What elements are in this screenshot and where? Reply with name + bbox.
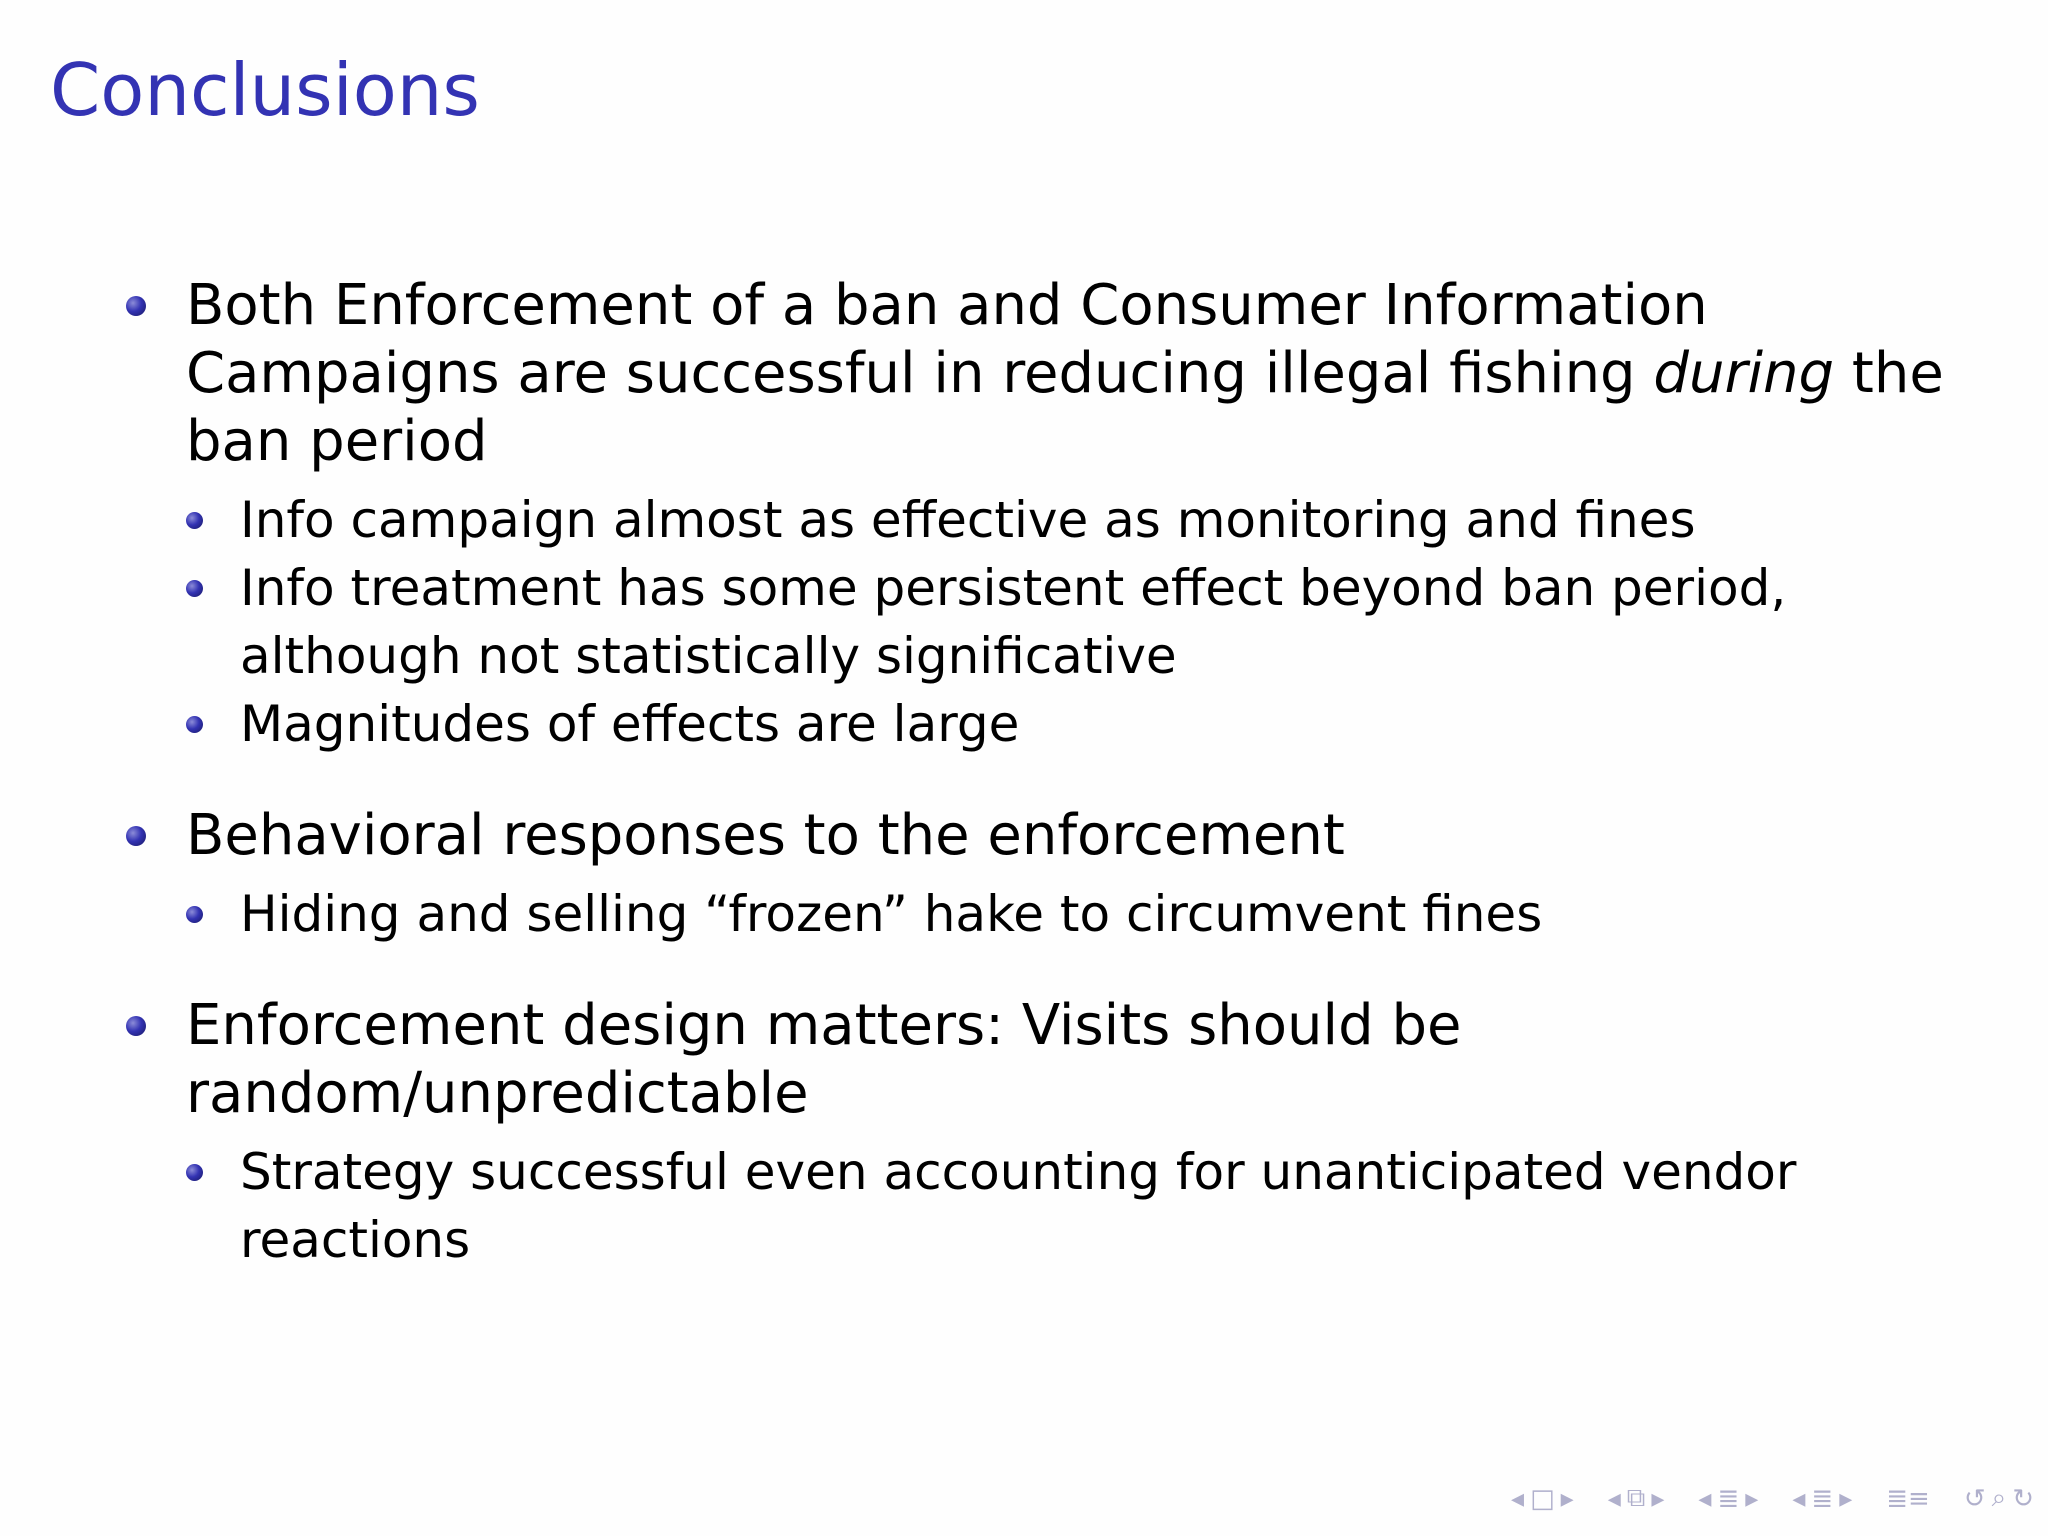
nav-next-arrow-icon[interactable]: ▸ <box>1839 1483 1853 1514</box>
bullet-icon <box>126 826 146 846</box>
subsection-icon[interactable]: ⧉ <box>1626 1483 1646 1513</box>
sub-item-text: Info treatment has some persistent effect beyond ban period, although not statistically significative <box>240 559 1787 685</box>
appendix-icon[interactable]: ≣≡ <box>1886 1483 1930 1514</box>
redo-icon[interactable]: ↻ <box>2012 1483 2034 1514</box>
sub-list-item <box>180 486 2000 554</box>
search-icon[interactable]: ⌕ <box>1991 1483 2007 1513</box>
section-icon[interactable]: ≣ <box>1811 1483 1834 1514</box>
bullet-list <box>120 272 2000 1318</box>
sub-bullet-icon <box>186 1164 203 1181</box>
sub-bullet-icon <box>186 580 203 597</box>
page-title: Conclusions <box>50 48 480 132</box>
item-text: Enforcement design matters: Visits should be random/unpredictable <box>186 993 1462 1126</box>
frame-icon[interactable]: □ <box>1530 1483 1555 1514</box>
nav-prev-arrow-icon[interactable]: ◂ <box>1607 1483 1621 1514</box>
bullet-icon <box>126 1016 146 1036</box>
list-item <box>120 272 2000 476</box>
item-emphasis: during <box>1653 341 1835 406</box>
bullet-group-1 <box>120 272 2000 758</box>
sub-bullet-icon <box>186 512 203 529</box>
sub-item-text: Strategy successful even accounting for unanticipated vendor reactions <box>240 1143 1797 1269</box>
sub-list <box>120 880 2000 948</box>
list-item <box>120 802 2000 870</box>
sub-item-text: Hiding and selling “frozen” hake to circumvent fines <box>240 885 1543 943</box>
sub-bullet-icon <box>186 906 203 923</box>
sub-list-item <box>180 880 2000 948</box>
bullet-group-3 <box>120 992 2000 1274</box>
nav-prev-arrow-icon[interactable]: ◂ <box>1698 1483 1712 1514</box>
nav-next-arrow-icon[interactable]: ▸ <box>1745 1483 1759 1514</box>
item-text-tail: the ban period <box>186 341 1944 474</box>
nav-prev-arrow-icon[interactable]: ◂ <box>1792 1483 1806 1514</box>
nav-prev-arrow-icon[interactable]: ◂ <box>1511 1483 1525 1514</box>
list-item <box>120 992 2000 1128</box>
sub-bullet-icon <box>186 716 203 733</box>
section-icon[interactable]: ≣ <box>1717 1483 1740 1514</box>
bullet-group-2 <box>120 802 2000 948</box>
item-text: Both Enforcement of a ban and Consumer Information Campaigns are successful in reducing illegal fishing <box>186 273 1708 406</box>
sub-list-item <box>180 1138 2000 1274</box>
nav-next-arrow-icon[interactable]: ▸ <box>1560 1483 1574 1514</box>
nav-next-arrow-icon[interactable]: ▸ <box>1651 1483 1665 1514</box>
sub-item-text: Info campaign almost as effective as monitoring and fines <box>240 491 1696 549</box>
sub-list-item <box>180 554 2000 690</box>
beamer-navigation-bar <box>1511 1483 2034 1514</box>
sub-list-item <box>180 690 2000 758</box>
sub-list <box>120 1138 2000 1274</box>
undo-icon[interactable]: ↺ <box>1963 1483 1986 1514</box>
bullet-icon <box>126 296 146 316</box>
sub-item-text: Magnitudes of effects are large <box>240 695 1020 753</box>
item-text: Behavioral responses to the enforcement <box>186 803 1345 868</box>
sub-list <box>120 486 2000 758</box>
